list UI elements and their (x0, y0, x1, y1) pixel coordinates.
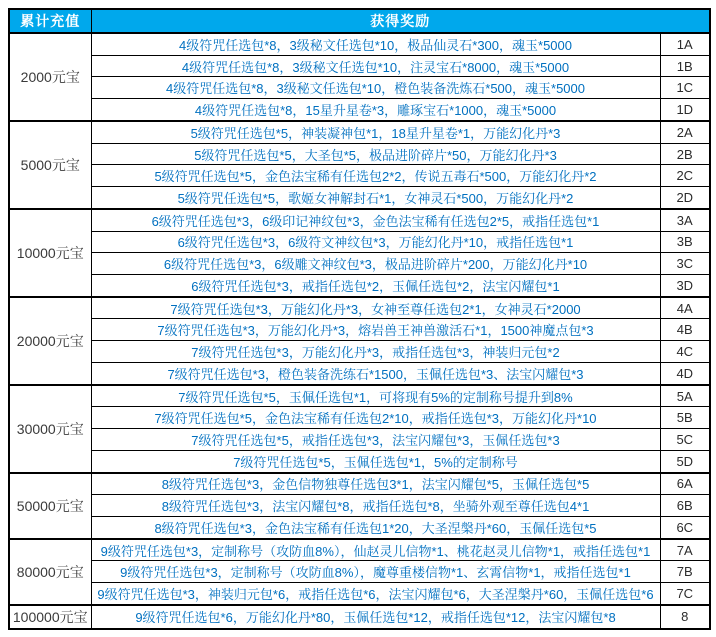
reward-cell: 4级符咒任选包*8，3级秘文任选包*10，橙色装备洗炼石*500，魂玉*5000 (91, 77, 660, 99)
table-row (9, 121, 710, 143)
table-row (9, 539, 710, 561)
table-row (9, 33, 710, 55)
reward-cell: 7级符咒任选包*5，金色法宝稀有任选包2*10，戒指任选包*3，万能幻化丹*10 (91, 407, 660, 429)
code-cell: 6C (660, 516, 710, 538)
code-cell: 7C (660, 583, 710, 605)
table-row (9, 231, 710, 253)
reward-cell: 8级符咒任选包*3，金色法宝稀有任选包1*20，大圣涅槃丹*60，玉佩任选包*5 (91, 516, 660, 538)
code-cell: 3C (660, 253, 710, 275)
table-header-row (9, 9, 710, 33)
reward-cell: 7级符咒任选包*3，万能幻化丹*3，熔岩兽王神兽激活石*1，1500神魔点包*3 (91, 319, 660, 341)
table-row (9, 516, 710, 538)
table-row (9, 362, 710, 384)
table-row (9, 429, 710, 451)
reward-cell: 6级符咒任选包*3，6级雕文神纹包*3，极品进阶碎片*200，万能幻化丹*10 (91, 253, 660, 275)
reward-cell: 9级符咒任选包*3，定制称号（攻防血8%），魔尊重楼信物*1、玄霄信物*1，戒指任选包*1 (91, 561, 660, 583)
table-row (9, 77, 710, 99)
header-reward: 获得奖励 (91, 9, 710, 33)
code-cell: 1B (660, 55, 710, 77)
reward-cell: 5级符咒任选包*5，歌姬女神解封石*1，女神灵石*500，万能幻化丹*2 (91, 187, 660, 209)
code-cell: 3A (660, 209, 710, 231)
recharge-rewards-table (8, 8, 711, 630)
table-row (9, 99, 710, 121)
code-cell: 6A (660, 473, 710, 495)
table-row (9, 561, 710, 583)
reward-cell: 5级符咒任选包*5，大圣包*5，极品进阶碎片*50，万能幻化丹*3 (91, 143, 660, 165)
table-row (9, 274, 710, 296)
code-cell: 5B (660, 407, 710, 429)
code-cell: 4C (660, 341, 710, 363)
code-cell: 3D (660, 274, 710, 296)
code-cell: 3B (660, 231, 710, 253)
table-row (9, 583, 710, 605)
reward-cell: 5级符咒任选包*5，神装凝神包*1，18星升星卷*1，万能幻化丹*3 (91, 121, 660, 143)
code-cell: 1A (660, 33, 710, 55)
code-cell: 5C (660, 429, 710, 451)
table-row (9, 450, 710, 472)
table-row (9, 495, 710, 517)
reward-cell: 5级符咒任选包*5，金色法宝稀有任选包2*2，传说五毒石*500，万能幻化丹*2 (91, 165, 660, 187)
reward-cell: 7级符咒任选包*5，玉佩任选包*1，5%的定制称号 (91, 450, 660, 472)
table-row (9, 341, 710, 363)
code-cell: 2B (660, 143, 710, 165)
table-row (9, 55, 710, 77)
recharge-amount: 50000元宝 (9, 473, 91, 539)
recharge-amount: 5000元宝 (9, 121, 91, 209)
table-row (9, 143, 710, 165)
code-cell: 4B (660, 319, 710, 341)
recharge-amount: 100000元宝 (9, 605, 91, 629)
table-row (9, 253, 710, 275)
reward-cell: 7级符咒任选包*3，万能幻化丹*3，女神至尊任选包2*1，女神灵石*2000 (91, 297, 660, 319)
reward-cell: 6级符咒任选包*3，6级符文神纹包*3，万能幻化丹*10，戒指任选包*1 (91, 231, 660, 253)
recharge-amount: 30000元宝 (9, 385, 91, 473)
table-row (9, 385, 710, 407)
code-cell: 4D (660, 362, 710, 384)
table-row (9, 209, 710, 231)
reward-cell: 6级符咒任选包*3，戒指任选包*2，玉佩任选包*2，法宝闪耀包*1 (91, 274, 660, 296)
table-row (9, 165, 710, 187)
reward-cell: 4级符咒任选包*8，3级秘文任选包*10，极品仙灵石*300，魂玉*5000 (91, 33, 660, 55)
table-row (9, 319, 710, 341)
reward-cell: 4级符咒任选包*8，15星升星卷*3，雕琢宝石*1000，魂玉*5000 (91, 99, 660, 121)
code-cell: 5A (660, 385, 710, 407)
table-row (9, 605, 710, 629)
reward-cell: 8级符咒任选包*3，金色信物独尊任选包3*1，法宝闪耀包*5，玉佩任选包*5 (91, 473, 660, 495)
reward-cell: 9级符咒任选包*3，定制称号（攻防血8%），仙赵灵儿信物*1、桃花赵灵儿信物*1，戒指任选包*1 (91, 539, 660, 561)
code-cell: 7A (660, 539, 710, 561)
code-cell: 7B (660, 561, 710, 583)
code-cell: 2D (660, 187, 710, 209)
recharge-amount: 2000元宝 (9, 33, 91, 121)
reward-cell: 6级符咒任选包*3，6级印记神纹包*3，金色法宝稀有任选包2*5，戒指任选包*1 (91, 209, 660, 231)
table-row (9, 407, 710, 429)
reward-cell: 4级符咒任选包*8，3级秘文任选包*10，注灵宝石*8000，魂玉*5000 (91, 55, 660, 77)
reward-cell: 7级符咒任选包*3，橙色装备洗练石*1500，玉佩任选包*3、法宝闪耀包*3 (91, 362, 660, 384)
recharge-amount: 20000元宝 (9, 297, 91, 385)
recharge-amount: 80000元宝 (9, 539, 91, 605)
header-recharge-total: 累计充值 (9, 9, 91, 33)
code-cell: 1C (660, 77, 710, 99)
code-cell: 2A (660, 121, 710, 143)
table-row (9, 297, 710, 319)
code-cell: 5D (660, 450, 710, 472)
reward-cell: 9级符咒任选包*3，神装归元包*6，戒指任选包*6，法宝闪耀包*6，大圣涅槃丹*60，玉佩任选包*6 (91, 583, 660, 605)
reward-cell: 8级符咒任选包*3，法宝闪耀包*8，戒指任选包*8，坐骑外观至尊任选包4*1 (91, 495, 660, 517)
reward-cell: 7级符咒任选包*3，万能幻化丹*3，戒指任选包*3，神装归元包*2 (91, 341, 660, 363)
code-cell: 1D (660, 99, 710, 121)
code-cell: 4A (660, 297, 710, 319)
reward-cell: 9级符咒任选包*6，万能幻化丹*80，玉佩任选包*12，戒指任选包*12，法宝闪耀包*8 (91, 605, 660, 629)
reward-cell: 7级符咒任选包*5，玉佩任选包*1，可将现有5%的定制称号提升到8% (91, 385, 660, 407)
recharge-amount: 10000元宝 (9, 209, 91, 297)
table-row (9, 187, 710, 209)
table-row (9, 473, 710, 495)
code-cell: 2C (660, 165, 710, 187)
reward-cell: 7级符咒任选包*5，戒指任选包*3，法宝闪耀包*3，玉佩任选包*3 (91, 429, 660, 451)
code-cell: 8 (660, 605, 710, 629)
code-cell: 6B (660, 495, 710, 517)
